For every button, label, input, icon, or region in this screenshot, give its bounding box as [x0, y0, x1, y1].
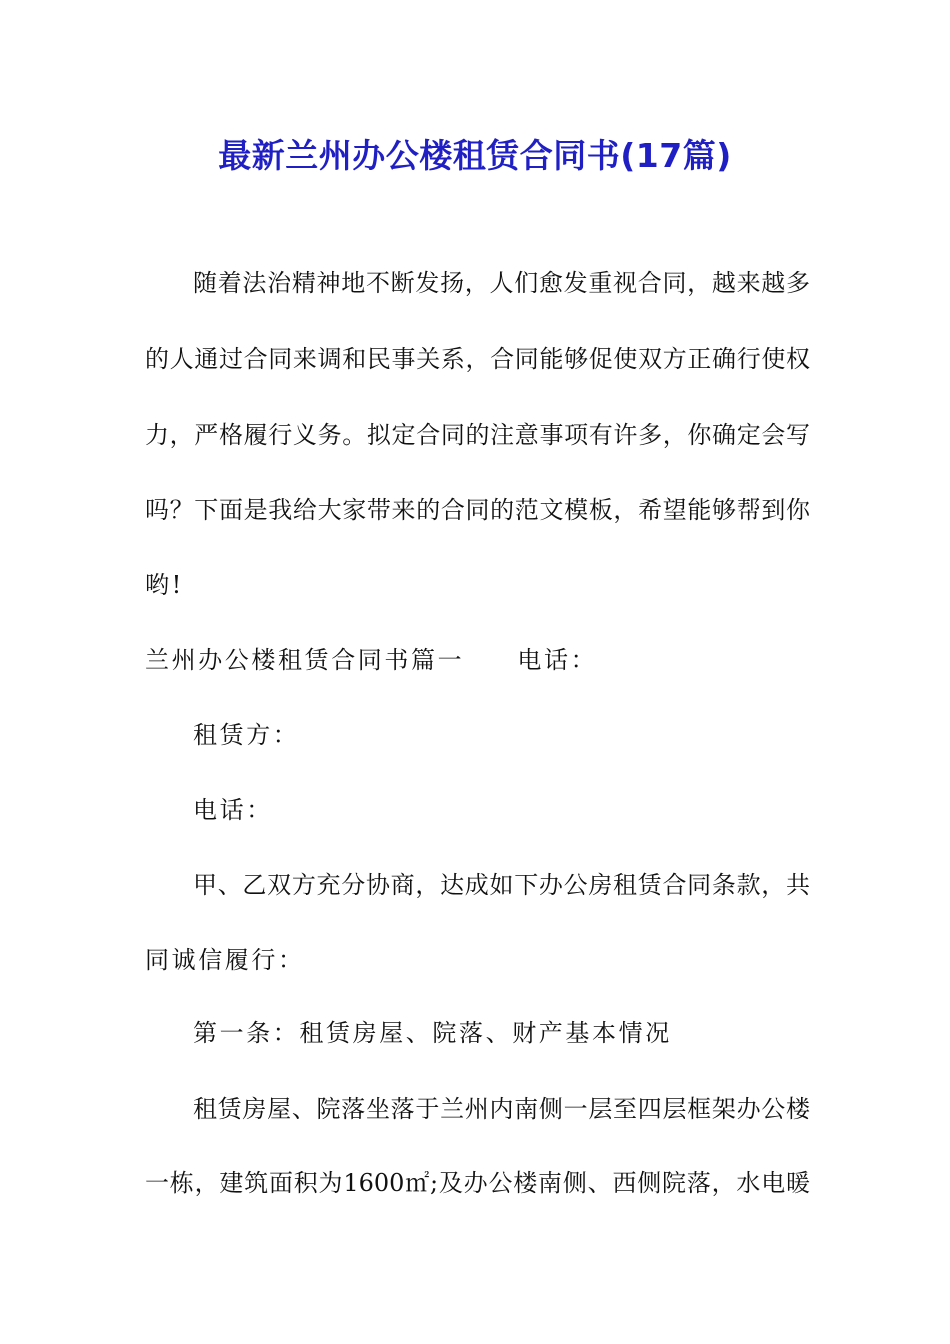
paragraph-line: 租赁房屋、院落坐落于兰州内南侧一层至四层框架办公楼	[193, 1095, 810, 1123]
paragraph-line: 一栋，建筑面积为1600㎡;及办公楼南侧、西侧院落，水电暖	[145, 1169, 810, 1197]
paragraph-line: 力，严格履行义务。拟定合同的注意事项有许多，你确定会写	[145, 421, 810, 449]
paragraph-line: 电话：	[193, 796, 273, 824]
paragraph-line: 同诚信履行：	[145, 946, 305, 974]
paragraph-line: 的人通过合同来调和民事关系，合同能够促使双方正确行使权	[145, 345, 810, 373]
paragraph-line: 吗？下面是我给大家带来的合同的范文模板，希望能够帮到你	[145, 496, 810, 524]
paragraph-line: 哟!	[145, 571, 184, 599]
document-title: 最新兰州办公楼租赁合同书(17篇)	[218, 136, 732, 175]
paragraph-line: 租赁方：	[193, 721, 300, 749]
paragraph-line: 甲、乙双方充分协商，达成如下办公房租赁合同条款，共	[193, 871, 810, 899]
article-heading: 第一条：租赁房屋、院落、财产基本情况	[193, 1019, 672, 1047]
section-heading: 兰州办公楼租赁合同书篇一 电话：	[145, 646, 598, 674]
paragraph-line: 随着法治精神地不断发扬，人们愈发重视合同，越来越多	[193, 269, 810, 297]
